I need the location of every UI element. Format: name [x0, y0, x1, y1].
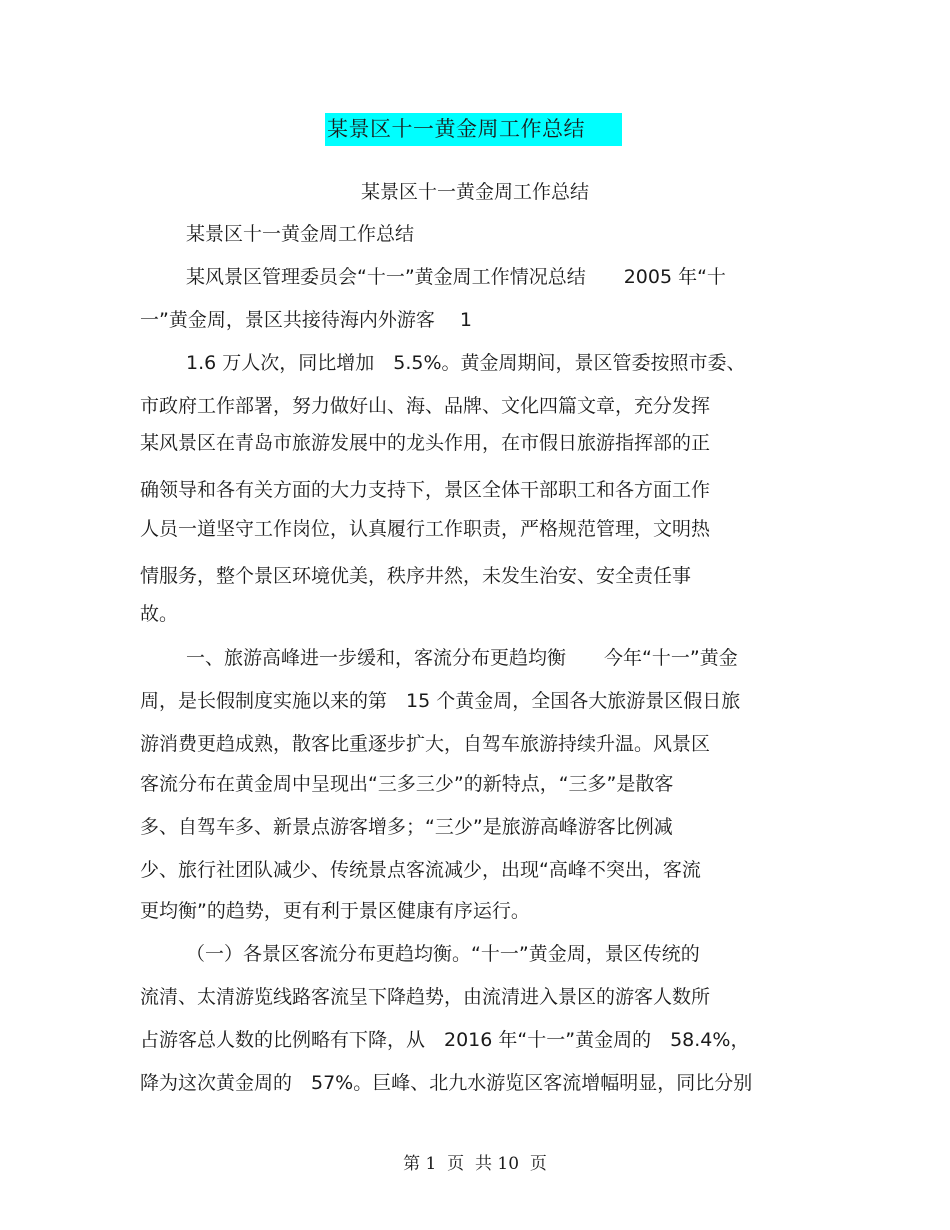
body-line: 游消费更趋成熟，散客比重逐步扩大，自驾车旅游持续升温。风景区 — [140, 733, 711, 755]
body-line: 某风景区在青岛市旅游发展中的龙头作用，在市假日旅游指挥部的正 — [140, 432, 711, 454]
body-line: 人员一道坚守工作岗位，认真履行工作职责，严格规范管理，文明热 — [140, 518, 711, 540]
body-line: 某景区十一黄金周工作总结 — [186, 223, 415, 245]
body-line: 少、旅行社团队减少、传统景点客流减少，出现“高峰不突出，客流 — [140, 859, 701, 881]
body-line: 故。 — [140, 603, 179, 625]
body-line: （一）各景区客流分布更趋均衡。“十一”黄金周，景区传统的 — [186, 943, 700, 965]
body-line: 一、旅游高峰进一步缓和，客流分布更趋均衡 今年“十一”黄金 — [186, 647, 738, 669]
document-subtitle: 某景区十一黄金周工作总结 — [360, 181, 589, 203]
body-line: 多、自驾车多、新景点游客增多；“三少”是旅游高峰游客比例减 — [140, 816, 673, 838]
page-number-footer: 第 1 页 共 10 页 — [403, 1154, 547, 1174]
body-line: 市政府工作部署，努力做好山、海、品牌、文化四篇文章，充分发挥 — [140, 395, 711, 417]
body-line: 占游客总人数的比例略有下降，从 2016 年“十一”黄金周的 58.4%， — [140, 1029, 750, 1051]
body-line: 更均衡”的趋势，更有利于景区健康有序运行。 — [140, 900, 530, 922]
body-line: 1.6 万人次，同比增加 5.5%。黄金周期间，景区管委按照市委、 — [186, 352, 746, 374]
body-line: 周，是长假制度实施以来的第 15 个黄金周，全国各大旅游景区假日旅 — [140, 690, 741, 712]
title-highlight — [325, 113, 622, 146]
body-line: 流清、太清游览线路客流呈下降趋势，由流清进入景区的游客人数所 — [140, 986, 711, 1008]
body-line: 情服务，整个景区环境优美，秩序井然，未发生治安、安全责任事 — [140, 565, 692, 587]
body-line: 一”黄金周，景区共接待海内外游客 1 — [140, 309, 472, 331]
document-title: 某景区十一黄金周工作总结 — [327, 117, 585, 141]
body-line: 确领导和各有关方面的大力支持下，景区全体干部职工和各方面工作 — [140, 479, 711, 501]
body-line: 降为这次黄金周的 57%。巨峰、北九水游览区客流增幅明显，同比分别 — [140, 1072, 753, 1094]
body-line: 某风景区管理委员会“十一”黄金周工作情况总结 2005 年“十 — [186, 266, 726, 288]
body-line: 客流分布在黄金周中呈现出“三多三少”的新特点，“三多”是散客 — [140, 773, 674, 795]
